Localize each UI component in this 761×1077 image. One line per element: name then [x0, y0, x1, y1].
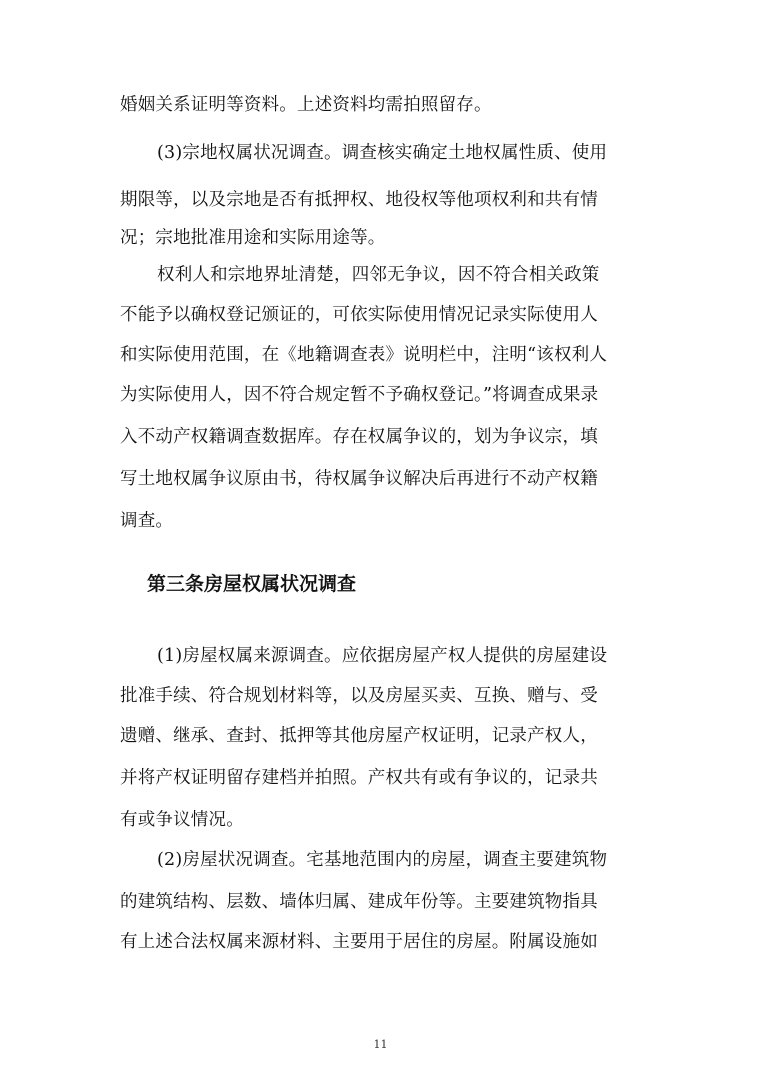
text-line: 和实际使用范围，在《地籍调查表》说明栏中，注明“该权利人 [120, 345, 608, 365]
text-line: (3)宗地权属状况调查。调查核实确定土地权属性质、使用 [157, 143, 608, 163]
text-line: 期限等，以及宗地是否有抵押权、地役权等他项权利和共有情 [120, 190, 598, 210]
text-line: 并将产权证明留存建档并拍照。产权共有或有争议的，记录共 [120, 768, 598, 788]
text-line: 调查。 [120, 511, 174, 531]
text-line: 婚姻关系证明等资料。上述资料均需拍照留存。 [120, 95, 492, 115]
text-line: 入不动产权籍调查数据库。存在权属争议的，划为争议宗，填 [120, 427, 598, 447]
text-line: (1)房屋权属来源调查。应依据房屋产权人提供的房屋建设 [157, 646, 608, 666]
page-number: 11 [373, 1038, 388, 1051]
text-line: 权利人和宗地界址清楚，四邻无争议，因不符合相关政策 [157, 265, 600, 285]
text-line: 遗赠、继承、查封、抵押等其他房屋产权证明，记录产权人， [120, 726, 598, 746]
section-heading: 第三条房屋权属状况调查 [147, 573, 357, 595]
text-line: 写土地权属争议原由书，待权属争议解决后再进行不动产权籍 [120, 469, 598, 489]
text-line: 有上述合法权属来源材料、主要用于居住的房屋。附属设施如 [120, 932, 598, 952]
text-line: (2)房屋状况调查。宅基地范围内的房屋，调查主要建筑物 [157, 850, 608, 870]
text-line: 有或争议情况。 [120, 810, 244, 830]
text-line: 况；宗地批准用途和实际用途等。 [120, 228, 386, 248]
text-line: 的建筑结构、层数、墙体归属、建成年份等。主要建筑物指具 [120, 892, 598, 912]
text-line: 不能予以确权登记颁证的，可依实际使用情况记录实际使用人 [120, 305, 598, 325]
text-line: 批准手续、符合规划材料等，以及房屋买卖、互换、赠与、受 [120, 686, 598, 706]
text-line: 为实际使用人，因不符合规定暂不予确权登记。”将调查成果录 [120, 385, 599, 405]
